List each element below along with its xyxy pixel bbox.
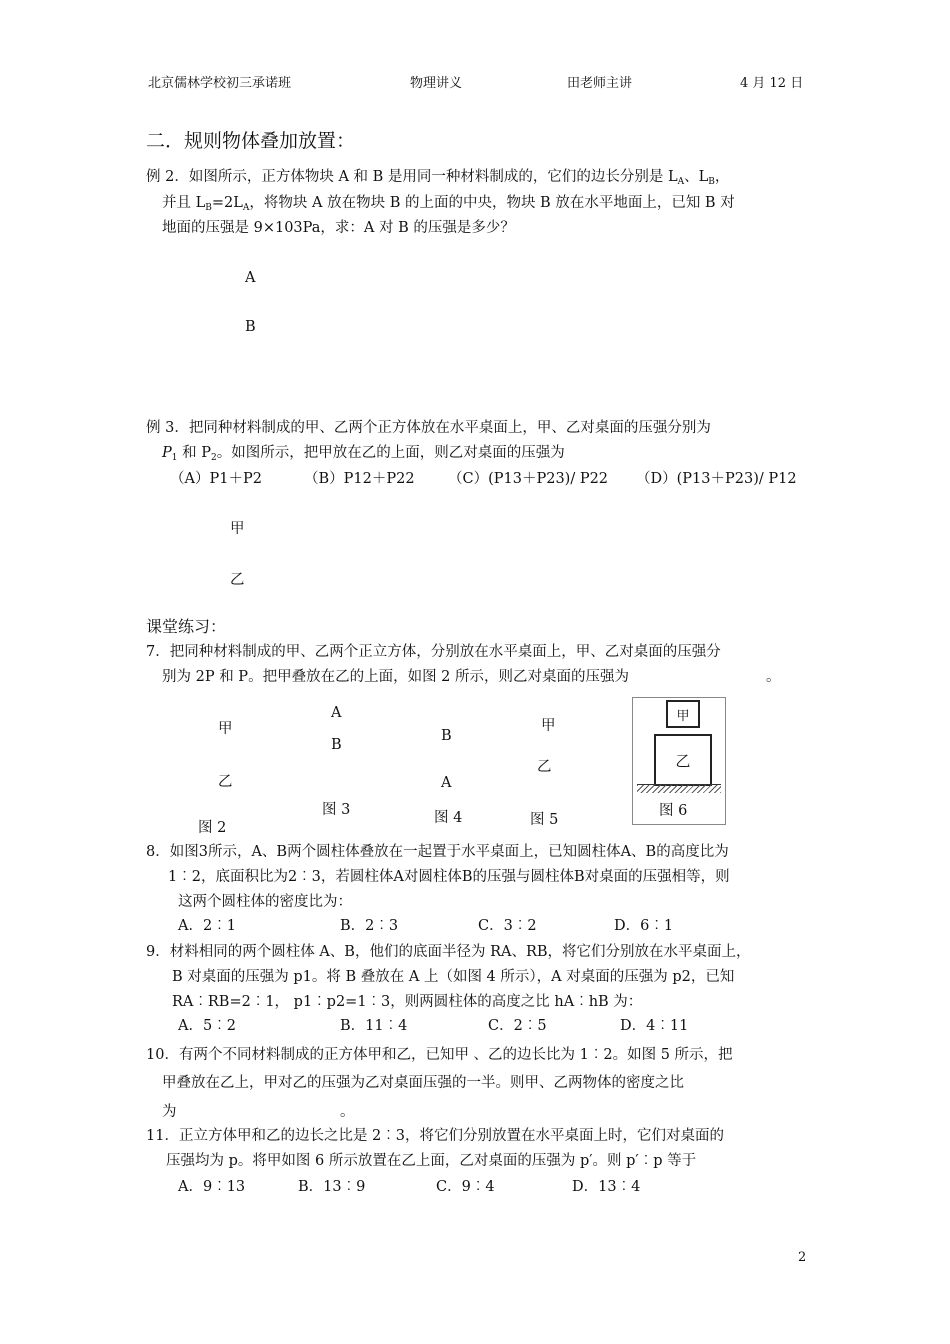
q11-option-d: D．13︰4 — [572, 1179, 641, 1195]
q7-line2: 别为 2P 和 P。把甲叠放在乙的上面，如图 2 所示，则乙对桌面的压强为 — [162, 669, 630, 685]
q8-line3: 这两个圆柱体的密度比为： — [178, 894, 352, 910]
q10-line3: 为 — [162, 1104, 177, 1120]
header-school: 北京儒林学校初三承诺班 — [148, 76, 292, 91]
example2-figure-label-b: B — [245, 319, 256, 335]
fig6-block-jia: 甲 — [666, 700, 700, 728]
q11-option-a: A．9︰13 — [178, 1179, 246, 1195]
q10-line2: 甲叠放在乙上，甲对乙的压强为乙对桌面压强的一半。则甲、乙两物体的密度之比 — [162, 1075, 684, 1091]
q11-line1: 11．正立方体甲和乙的边长之比是 2︰3，将它们分别放置在水平桌面上时，它们对桌面的 — [146, 1128, 725, 1144]
q9-line1: 9．材料相同的两个圆柱体 A、B，他们的底面半径为 RA、RB，将它们分别放在水平桌面上， — [146, 944, 751, 960]
q11-line2: 压强均为 p。将甲如图 6 所示放置在乙上面，乙对桌面的压强为 p′。则 p′︰p 等于 — [166, 1153, 697, 1169]
fig3-label-a: A — [331, 705, 342, 721]
q9-option-c: C．2︰5 — [488, 1018, 547, 1034]
example2-line2: 并且 $L_B=2L_A$，将物块 A 放在物块 B 的上面的中央，物块 B 放在水平地面上，已知 B 对 — [162, 195, 735, 213]
example3-line2: $P_1$ 和 $P_2$。如图所示，把甲放在乙的上面，则乙对桌面的压强为 — [162, 445, 565, 463]
q8-line1: 8．如图3所示，A、B两个圆柱体叠放在一起置于水平桌面上，已知圆柱体A、B的高度比为 — [146, 844, 729, 860]
fig2-label-yi: 乙 — [218, 774, 233, 790]
fig4-caption: 图 4 — [434, 810, 463, 826]
header-subject: 物理讲义 — [410, 76, 463, 91]
fig4-label-b: B — [441, 728, 452, 744]
example3-figure-label-jia: 甲 — [230, 521, 245, 537]
fig6-ground — [637, 784, 721, 793]
fig3-caption: 图 3 — [322, 802, 351, 818]
q10-line3-end: 。 — [340, 1104, 355, 1120]
q8-option-c: C．3︰2 — [478, 918, 537, 934]
page-number: 2 — [798, 1250, 807, 1265]
q9-option-a: A．5︰2 — [178, 1018, 236, 1034]
fig6-diagram — [632, 697, 726, 825]
fig2-label-jia: 甲 — [218, 721, 233, 737]
example2-figure-label-a: A — [245, 270, 256, 286]
header-date: 4 月 12 日 — [740, 76, 804, 91]
example3-figure-label-yi: 乙 — [230, 572, 245, 588]
example3-option-d: （D）(P13＋P23)/ P12 — [636, 471, 797, 487]
q9-option-d: D．4︰11 — [620, 1018, 689, 1034]
q9-line2: B 对桌面的压强为 p1。将 B 叠放在 A 上（如图 4 所示），A 对桌面的压强为 p2，已知 — [172, 969, 735, 985]
q8-line2: 1︰2，底面积比为2︰3，若圆柱体A对圆柱体B的压强与圆柱体B对桌面的压强相等，则 — [168, 869, 730, 885]
header-teacher: 田老师主讲 — [567, 76, 633, 91]
q7-line2-end: 。 — [766, 669, 781, 685]
q8-option-a: A．2︰1 — [178, 918, 236, 934]
fig4-label-a: A — [441, 775, 452, 791]
example3-line1: 例 3．把同种材料制成的甲、乙两个正方体放在水平桌面上，甲、乙对桌面的压强分别为 — [146, 420, 711, 436]
fig5-label-yi: 乙 — [537, 759, 552, 775]
example2-line3: 地面的压强是 9×103Pa，求：A 对 B 的压强是多少？ — [162, 220, 515, 236]
fig5-caption: 图 5 — [530, 812, 559, 828]
example3-option-a: （A）P1＋P2 — [170, 471, 262, 487]
example2-line1: 例 2．如图所示，正方体物块 A 和 B 是用同一种材料制成的，它们的边长分别是 $L_A$、$L_B$， — [146, 169, 730, 187]
q9-line3: RA︰RB=2︰1， p1︰p2=1︰3，则两圆柱体的高度之比 hA︰hB 为： — [172, 994, 643, 1010]
example3-option-c: （C）(P13＋P23)/ P22 — [448, 471, 609, 487]
q8-option-b: B．2︰3 — [340, 918, 399, 934]
q11-option-c: C．9︰4 — [436, 1179, 495, 1195]
q9-option-b: B．11︰4 — [340, 1018, 408, 1034]
section-title: 二．规则物体叠加放置： — [146, 130, 356, 152]
q11-option-b: B．13︰9 — [298, 1179, 366, 1195]
practice-title: 课堂练习： — [146, 617, 227, 636]
fig6-block-yi: 乙 — [654, 734, 712, 786]
q8-option-d: D．6︰1 — [614, 918, 674, 934]
q7-line1: 7．把同种材料制成的甲、乙两个正立方体，分别放在水平桌面上，甲、乙对桌面的压强分 — [146, 644, 721, 660]
fig6-caption: 图 6 — [659, 803, 688, 819]
example3-option-b: （B）P12＋P22 — [304, 471, 415, 487]
fig2-caption: 图 2 — [198, 820, 227, 836]
q10-line1: 10．有两个不同材料制成的正方体甲和乙，已知甲 、乙的边长比为 1︰2。如图 5 所示，把 — [146, 1047, 733, 1063]
fig3-label-b: B — [331, 737, 342, 753]
fig5-label-jia: 甲 — [541, 718, 556, 734]
